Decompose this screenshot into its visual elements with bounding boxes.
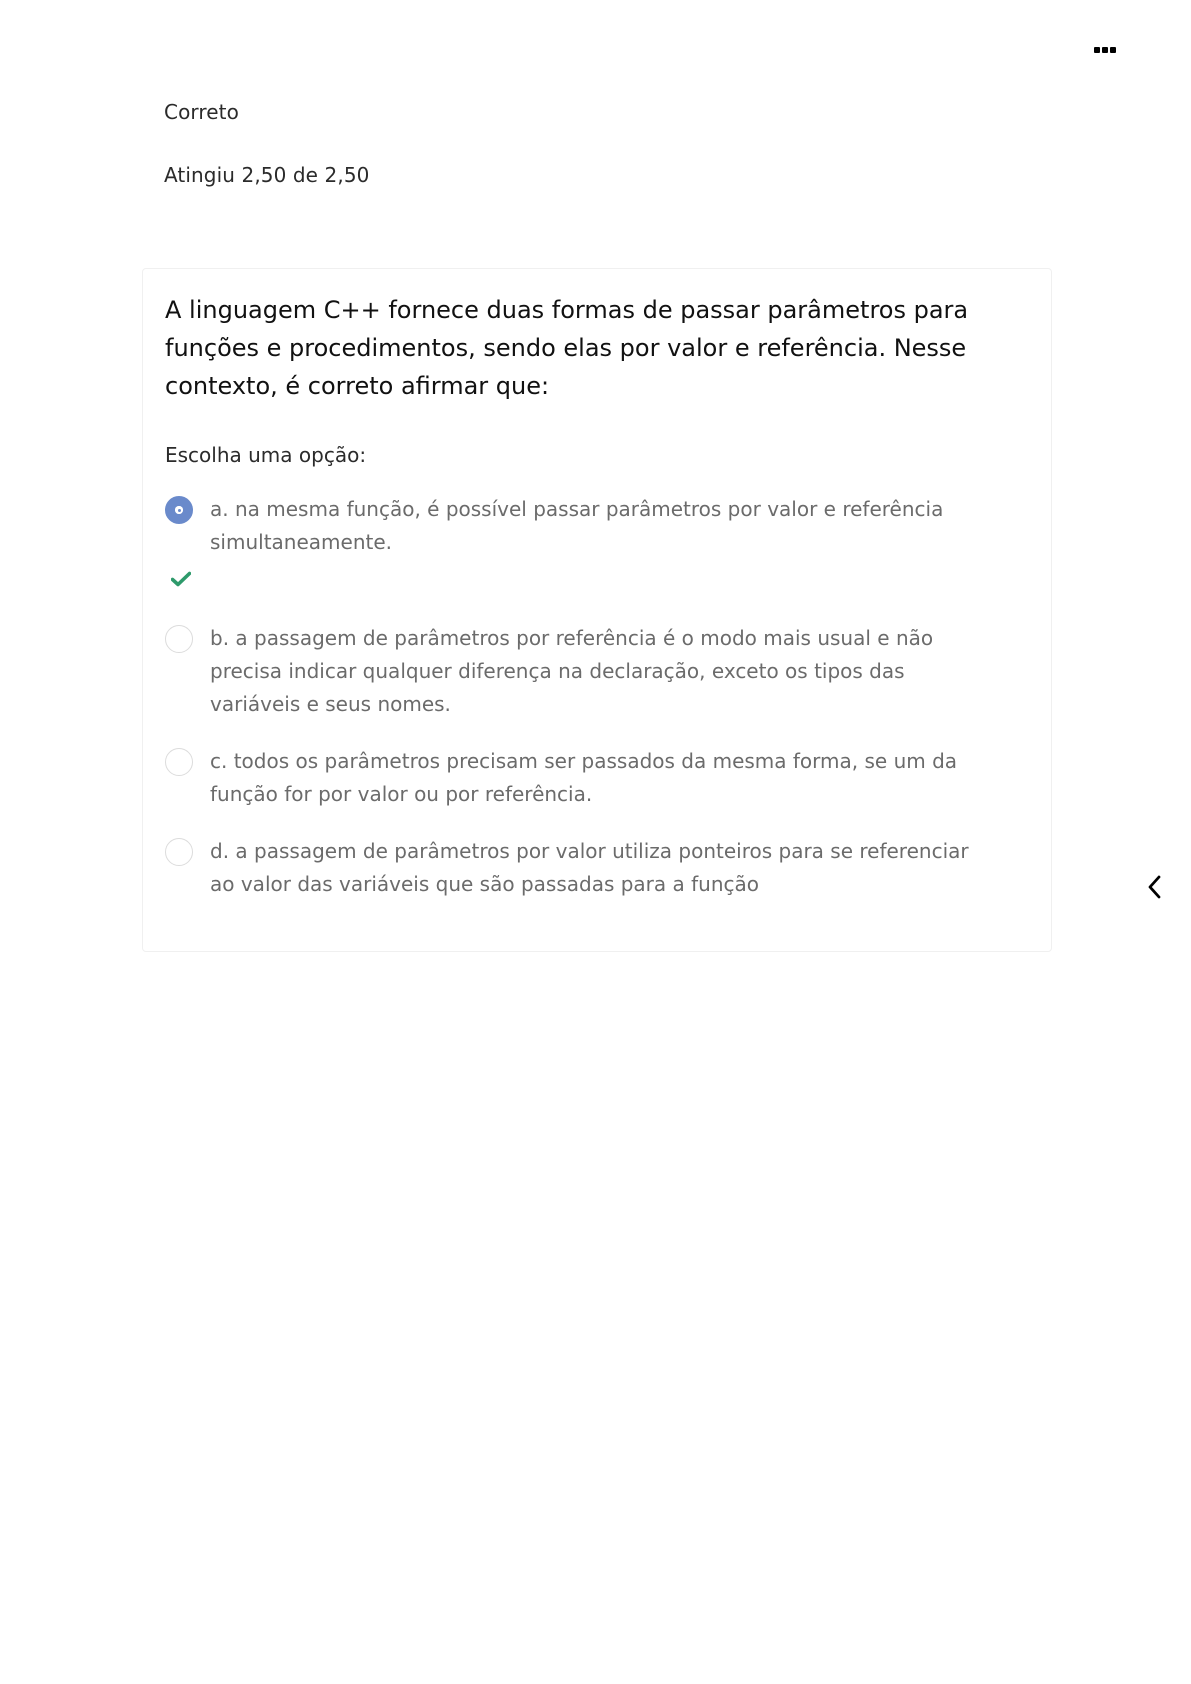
question-state: Correto xyxy=(164,100,239,124)
answer-label-c: c. todos os parâmetros precisam ser passados da mesma forma, se um da função for por valor ou por referência. xyxy=(210,749,958,806)
question-text: A linguagem C++ fornece duas formas de passar parâmetros para funções e procedimentos, sendo elas por valor e referência. Nesse contexto, é correto afirmar que: xyxy=(165,296,969,400)
radio-button-c[interactable] xyxy=(165,748,193,776)
answer-label-a: a. na mesma função, é possível passar parâmetros por valor e referência simultaneamente. xyxy=(210,497,944,554)
ellipsis-icon xyxy=(1110,47,1116,53)
answer-label-d: d. a passagem de parâmetros por valor utiliza ponteiros para se referenciar ao valor das variáveis que são passadas para a função xyxy=(210,839,969,896)
chevron-left-icon[interactable] xyxy=(1143,873,1167,901)
more-options-button[interactable] xyxy=(1092,44,1118,56)
answer-list xyxy=(165,493,985,901)
ellipsis-icon xyxy=(1102,47,1108,53)
answer-option-a[interactable] xyxy=(165,493,985,559)
answer-option-b[interactable] xyxy=(165,622,985,721)
question-card xyxy=(142,268,1052,952)
answer-label-b: b. a passagem de parâmetros por referência é o modo mais usual e não precisa indicar qualquer diferença na declaração, exceto os tipos das variáveis e seus nomes. xyxy=(210,626,934,716)
radio-button-d[interactable] xyxy=(165,838,193,866)
answer-prompt: Escolha uma opção: xyxy=(165,443,367,467)
answer-option-c[interactable] xyxy=(165,745,985,811)
check-icon xyxy=(171,571,191,587)
radio-button-a[interactable] xyxy=(165,496,193,524)
answer-option-d[interactable] xyxy=(165,835,985,901)
radio-button-b[interactable] xyxy=(165,625,193,653)
question-grade: Atingiu 2,50 de 2,50 xyxy=(164,163,370,187)
ellipsis-icon xyxy=(1094,47,1100,53)
